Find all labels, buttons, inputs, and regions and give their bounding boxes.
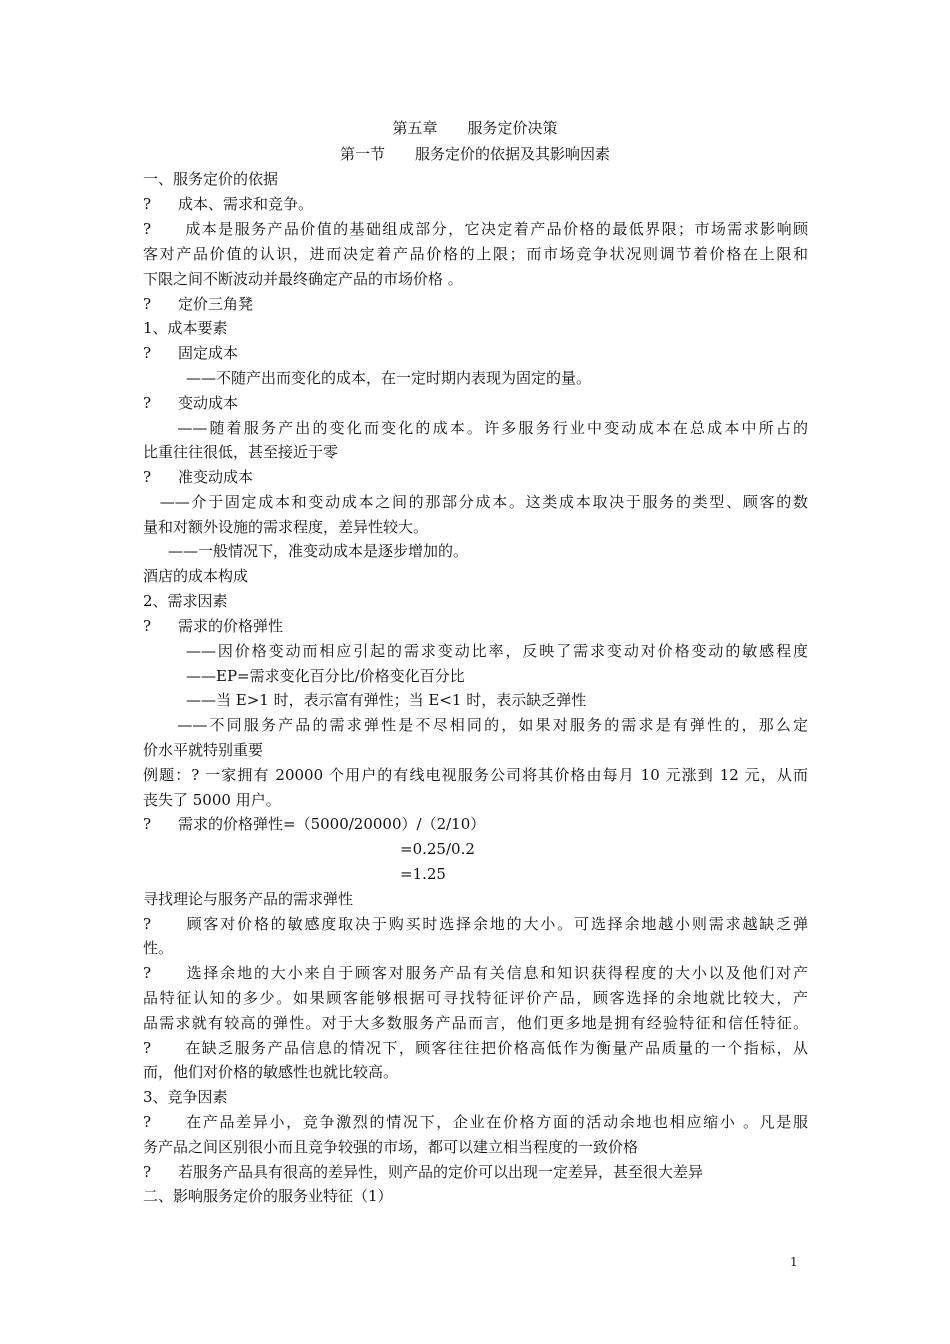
bullet-marker: ?	[143, 394, 152, 412]
bullet-marker: ?	[143, 815, 152, 833]
heading-service-features: 二、影响服务定价的服务业特征（1）	[143, 1187, 393, 1205]
formula-line: =0.25/0.2	[400, 840, 475, 858]
paragraph-line: 品需求就有较高的弹性。对于大多数服务产品而言，他们更多地是拥有经验特征和信任特征。	[143, 1014, 808, 1032]
bullet-marker: ?	[143, 344, 152, 362]
paragraph-line: ——因价格变动而相应引起的需求变动比率，反映了需求变动对价格变动的敏感程度	[186, 642, 808, 660]
paragraph-line: 固定成本	[178, 344, 239, 362]
subheading-competition: 3、竞争因素	[143, 1088, 228, 1106]
example-line: 丧失了 5000 用户。	[143, 791, 281, 809]
paragraph-line: ? 在缺乏服务产品信息的情况下，顾客往往把价格高低作为衡量产品质量的一个指标，从	[143, 1039, 808, 1057]
section-title: 第一节 服务定价的依据及其影响因素	[339, 145, 610, 163]
paragraph-line: 若服务产品具有很高的差异性，则产品的定价可以出现一定差异，甚至很大差异	[178, 1163, 704, 1181]
paragraph-line: ——当 E>1 时，表示富有弹性；当 E<1 时，表示缺乏弹性	[186, 691, 587, 709]
paragraph-line: 客对产品价值的认识，进而决定着产品价格的上限；而市场竞争状况则调节着价格在上限和	[143, 245, 808, 263]
paragraph-line: 量和对额外设施的需求程度，差异性较大。	[143, 518, 429, 536]
paragraph-line: 准变动成本	[178, 468, 254, 486]
formula-line: =1.25	[400, 865, 446, 883]
paragraph-line: 性。	[143, 939, 174, 957]
bullet-marker: ?	[143, 195, 152, 213]
paragraph-line: 价水平就特别重要	[143, 741, 264, 759]
formula-line: 需求的价格弹性=（5000/20000）/（2/10）	[178, 815, 486, 833]
formula-line: ——EP=需求变化百分比/价格变化百分比	[186, 667, 465, 685]
paragraph-line: ——随着服务产出的变化而变化的成本。许多服务行业中变动成本在总成本中所占的	[143, 419, 808, 437]
paragraph-line: 品特征认知的多少。如果顾客能够根据可寻找特征评价产品，顾客选择的余地就比较大，产	[143, 989, 808, 1007]
subheading-demand: 2、需求因素	[143, 592, 228, 610]
paragraph-line: ——一般情况下，准变动成本是逐步增加的。	[168, 542, 469, 560]
page-number: 1	[790, 1255, 798, 1269]
paragraph-line: ? 顾客对价格的敏感度取决于购买时选择余地的大小。可选择余地越小则需求越缺乏弹	[143, 915, 808, 933]
paragraph-line: 务产品之间区别很小而且竞争较强的市场，都可以建立相当程度的一致价格	[143, 1138, 639, 1156]
paragraph-line: ? 成本是服务产品价值的基础组成部分，它决定着产品价格的最低界限；市场需求影响顾	[143, 220, 808, 238]
paragraph-line: 比重往往很低，甚至接近于零	[143, 443, 339, 461]
paragraph-line: ——介于固定成本和变动成本之间的那部分成本。这类成本取决于服务的类型、顾客的数	[143, 493, 808, 511]
heading-pricing-basis: 一、服务定价的依据	[143, 170, 279, 188]
subheading-cost: 1、成本要素	[143, 319, 228, 337]
example-line: 例题：? 一家拥有 20000 个用户的有线电视服务公司将其价格由每月 10 元涨到 12 元，从而	[143, 766, 808, 784]
bullet-marker: ?	[143, 295, 152, 313]
paragraph-line: ——不同服务产品的需求弹性是不尽相同的，如果对服务的需求是有弹性的，那么定	[143, 716, 808, 734]
bullet-marker: ?	[143, 617, 152, 635]
paragraph-line: 酒店的成本构成	[143, 567, 249, 585]
paragraph-line: 定价三角凳	[178, 295, 254, 313]
paragraph-line: ——不随产出而变化的成本，在一定时期内表现为固定的量。	[186, 369, 592, 387]
paragraph-line: 变动成本	[178, 394, 239, 412]
bullet-marker: ?	[143, 1163, 152, 1181]
paragraph-line: ? 选择余地的大小来自于顾客对服务产品有关信息和知识获得程度的大小以及他们对产	[143, 964, 808, 982]
paragraph-line: 寻找理论与服务产品的需求弹性	[143, 890, 354, 908]
paragraph-line: 成本、需求和竞争。	[178, 195, 314, 213]
bullet-marker: ?	[143, 468, 152, 486]
chapter-title: 第五章 服务定价决策	[392, 119, 558, 137]
paragraph-line: 需求的价格弹性	[178, 617, 284, 635]
paragraph-line: 下限之间不断波动并最终确定产品的市场价格 。	[143, 270, 463, 288]
paragraph-line: 而，他们对价格的敏感性也就比较高。	[143, 1063, 399, 1081]
paragraph-line: ? 在产品差异小，竞争激烈的情况下，企业在价格方面的活动余地也相应缩小 。凡是服	[143, 1113, 808, 1131]
